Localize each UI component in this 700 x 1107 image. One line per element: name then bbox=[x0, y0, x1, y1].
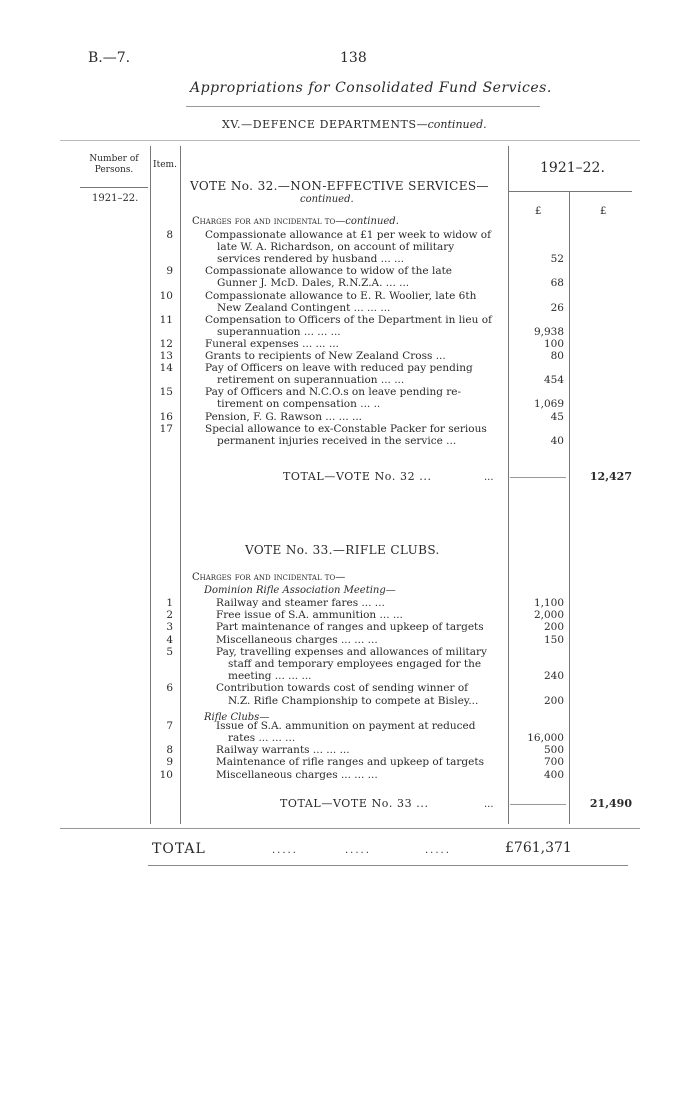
vote-32-title: VOTE No. 32.—NON-EFFECTIVE SERVICES— bbox=[190, 179, 489, 193]
row-amount: 400 bbox=[543, 768, 564, 781]
amount-column-divider bbox=[569, 191, 570, 824]
item-number: 6 bbox=[166, 682, 173, 695]
item-number: 16 bbox=[159, 410, 173, 423]
grand-total-label: TOTAL bbox=[152, 841, 206, 857]
row-amount: 500 bbox=[543, 744, 564, 757]
item-number: 15 bbox=[159, 386, 173, 399]
row-description-line: Grants to recipients of New Zealand Cross ... bbox=[205, 350, 446, 362]
row-amount: 100 bbox=[543, 337, 564, 350]
item-number: 13 bbox=[159, 350, 173, 362]
row-amount: 1,100 bbox=[533, 597, 564, 609]
vote-33-total-rule bbox=[510, 804, 566, 805]
item-number: 10 bbox=[159, 768, 173, 781]
number-of-persons-header: Number of Persons. bbox=[89, 154, 139, 175]
vote-33-total-label: TOTAL—VOTE No. 33 ... bbox=[280, 797, 429, 810]
row-description-line: tirement on compensation ... .. bbox=[217, 398, 381, 411]
row-description-line: Issue of S.A. ammunition on payment at reduced bbox=[216, 719, 476, 732]
vote-32-charges-suffix: —continued. bbox=[335, 216, 399, 227]
vote-33-section-dominion-meeting: Dominion Rifle Association Meeting— bbox=[204, 585, 396, 596]
row-description-line: Funeral expenses ... ... ... bbox=[205, 337, 339, 350]
vote-33-charges-label: Charges for and incidental to bbox=[192, 572, 336, 583]
item-number: 10 bbox=[159, 289, 173, 302]
item-number: 17 bbox=[159, 422, 173, 435]
item-number: 8 bbox=[166, 229, 173, 241]
vote-33-section-rifle-clubs: Rifle Clubs— bbox=[204, 712, 270, 723]
pound-symbol-column-2: £ bbox=[600, 206, 607, 217]
table-bottom-rule bbox=[60, 828, 640, 829]
grand-total-dots-1: ..... bbox=[272, 845, 298, 856]
amount-header-rule bbox=[508, 191, 632, 192]
row-description-line: services rendered by husband ... ... bbox=[217, 253, 405, 266]
row-amount: 45 bbox=[550, 410, 564, 423]
description-column-divider bbox=[508, 146, 509, 824]
row-amount: 40 bbox=[550, 434, 564, 447]
item-number: 12 bbox=[159, 337, 173, 350]
row-amount: 150 bbox=[543, 633, 564, 646]
row-amount: 52 bbox=[550, 253, 564, 266]
row-description-line: staff and temporary employees engaged for the bbox=[228, 658, 482, 670]
persons-year-label: 1921–22. bbox=[92, 193, 139, 204]
row-description-line: Compassionate allowance at £1 per week to widow of bbox=[205, 229, 492, 241]
grand-total-dots-2: ..... bbox=[345, 845, 371, 856]
item-column-divider bbox=[180, 146, 181, 824]
item-number: 1 bbox=[166, 597, 173, 609]
row-amount: 9,938 bbox=[533, 325, 564, 338]
item-number: 9 bbox=[166, 265, 173, 278]
row-description-line: Pay, travelling expenses and allowances of military bbox=[216, 645, 487, 658]
row-description-line: Pay of Officers and N.C.O.s on leave pending re- bbox=[205, 386, 462, 399]
row-description-line: Miscellaneous charges ... ... ... bbox=[216, 768, 378, 781]
vote-32-total-label: TOTAL—VOTE No. 32 ... bbox=[283, 470, 432, 483]
row-description-line: permanent injuries received in the service ... bbox=[217, 434, 457, 447]
item-number: 2 bbox=[166, 609, 173, 622]
row-description-line: superannuation ... ... ... bbox=[217, 325, 341, 338]
row-description-line: late W. A. Richardson, on account of military bbox=[217, 241, 455, 254]
vote-33-title: VOTE No. 33.—RIFLE CLUBS. bbox=[245, 543, 440, 557]
row-amount: 240 bbox=[543, 670, 564, 683]
page-title: Appropriations for Consolidated Fund Services. bbox=[190, 80, 552, 96]
subtitle-continued: —continued. bbox=[416, 118, 487, 131]
subtitle-text: XV.—DEFENCE DEPARTMENTS bbox=[222, 118, 417, 131]
row-description-line: Railway and steamer fares ... ... bbox=[216, 597, 385, 609]
row-description-line: Contribution towards cost of sending winner of bbox=[216, 682, 469, 695]
row-description-line: Part maintenance of ranges and upkeep of targets bbox=[216, 621, 484, 634]
item-number: 9 bbox=[166, 756, 173, 769]
row-description-line: Miscellaneous charges ... ... ... bbox=[216, 633, 378, 646]
vote-32-total-value: 12,427 bbox=[589, 470, 632, 483]
persons-header-rule bbox=[80, 187, 148, 188]
row-amount: 2,000 bbox=[533, 609, 564, 622]
row-amount: 16,000 bbox=[527, 732, 564, 744]
vote-32-continued: continued. bbox=[300, 194, 354, 205]
item-number: 8 bbox=[166, 744, 173, 757]
document-reference: B.—7. bbox=[88, 50, 131, 66]
row-amount: 200 bbox=[543, 621, 564, 634]
vote-33-total-dots: ... bbox=[484, 799, 494, 810]
item-number: 14 bbox=[159, 362, 173, 375]
row-amount: 454 bbox=[543, 374, 564, 387]
vote-32-total-rule bbox=[510, 477, 566, 478]
item-header: Item. bbox=[153, 160, 177, 170]
row-description-line: Railway warrants ... ... ... bbox=[216, 744, 350, 757]
item-number: 4 bbox=[166, 633, 173, 646]
row-amount: 26 bbox=[550, 301, 564, 314]
row-description-line: N.Z. Rifle Championship to compete at Bisley... bbox=[228, 694, 479, 707]
row-description-line: Compassionate allowance to widow of the late bbox=[205, 265, 453, 278]
item-number: 5 bbox=[166, 645, 173, 658]
grand-total-rule bbox=[148, 865, 628, 866]
vote-32-total-dots: ... bbox=[484, 472, 494, 483]
row-description-line: Pension, F. G. Rawson ... ... ... bbox=[205, 410, 363, 423]
vote-32-charges-label: Charges for and incidental to bbox=[192, 216, 336, 227]
vote-33-charges-suffix: — bbox=[335, 572, 346, 583]
page-subtitle bbox=[222, 118, 487, 131]
vote-33-total-value: 21,490 bbox=[589, 797, 632, 810]
row-description-line: retirement on superannuation ... ... bbox=[217, 374, 405, 387]
row-description-line: Compassionate allowance to E. R. Woolier, late 6th bbox=[205, 289, 477, 302]
row-amount: 80 bbox=[550, 350, 564, 362]
row-description-line: Gunner J. McD. Dales, R.N.Z.A. ... ... bbox=[217, 277, 410, 290]
table-top-rule bbox=[60, 140, 640, 141]
vote-32-charges-heading bbox=[192, 216, 399, 227]
row-description-line: Compensation to Officers of the Department in lieu of bbox=[205, 313, 492, 326]
row-amount: 700 bbox=[543, 756, 564, 769]
row-amount: 1,069 bbox=[533, 398, 564, 411]
item-number: 11 bbox=[159, 313, 173, 326]
row-description-line: Maintenance of rifle ranges and upkeep of targets bbox=[216, 756, 484, 769]
item-number: 7 bbox=[166, 719, 173, 732]
pound-symbol-column-1: £ bbox=[535, 206, 542, 217]
item-number: 3 bbox=[166, 621, 173, 634]
row-description-line: Pay of Officers on leave with reduced pay pending bbox=[205, 362, 473, 375]
header-rule bbox=[186, 106, 540, 107]
vote-33-charges-heading bbox=[192, 572, 345, 583]
row-description-line: Special allowance to ex-Constable Packer for serious bbox=[205, 422, 487, 435]
row-description-line: rates ... ... ... bbox=[228, 732, 296, 744]
amount-year-label: 1921–22. bbox=[540, 160, 605, 176]
page-number: 138 bbox=[340, 50, 367, 66]
row-amount: 68 bbox=[550, 277, 564, 290]
row-description-line: meeting ... ... ... bbox=[228, 670, 312, 683]
row-description-line: Free issue of S.A. ammunition ... ... bbox=[216, 609, 403, 622]
grand-total-value: £761,371 bbox=[505, 840, 572, 856]
grand-total-dots-3: ..... bbox=[425, 845, 451, 856]
row-description-line: New Zealand Contingent ... ... ... bbox=[217, 301, 391, 314]
row-amount: 200 bbox=[543, 694, 564, 707]
